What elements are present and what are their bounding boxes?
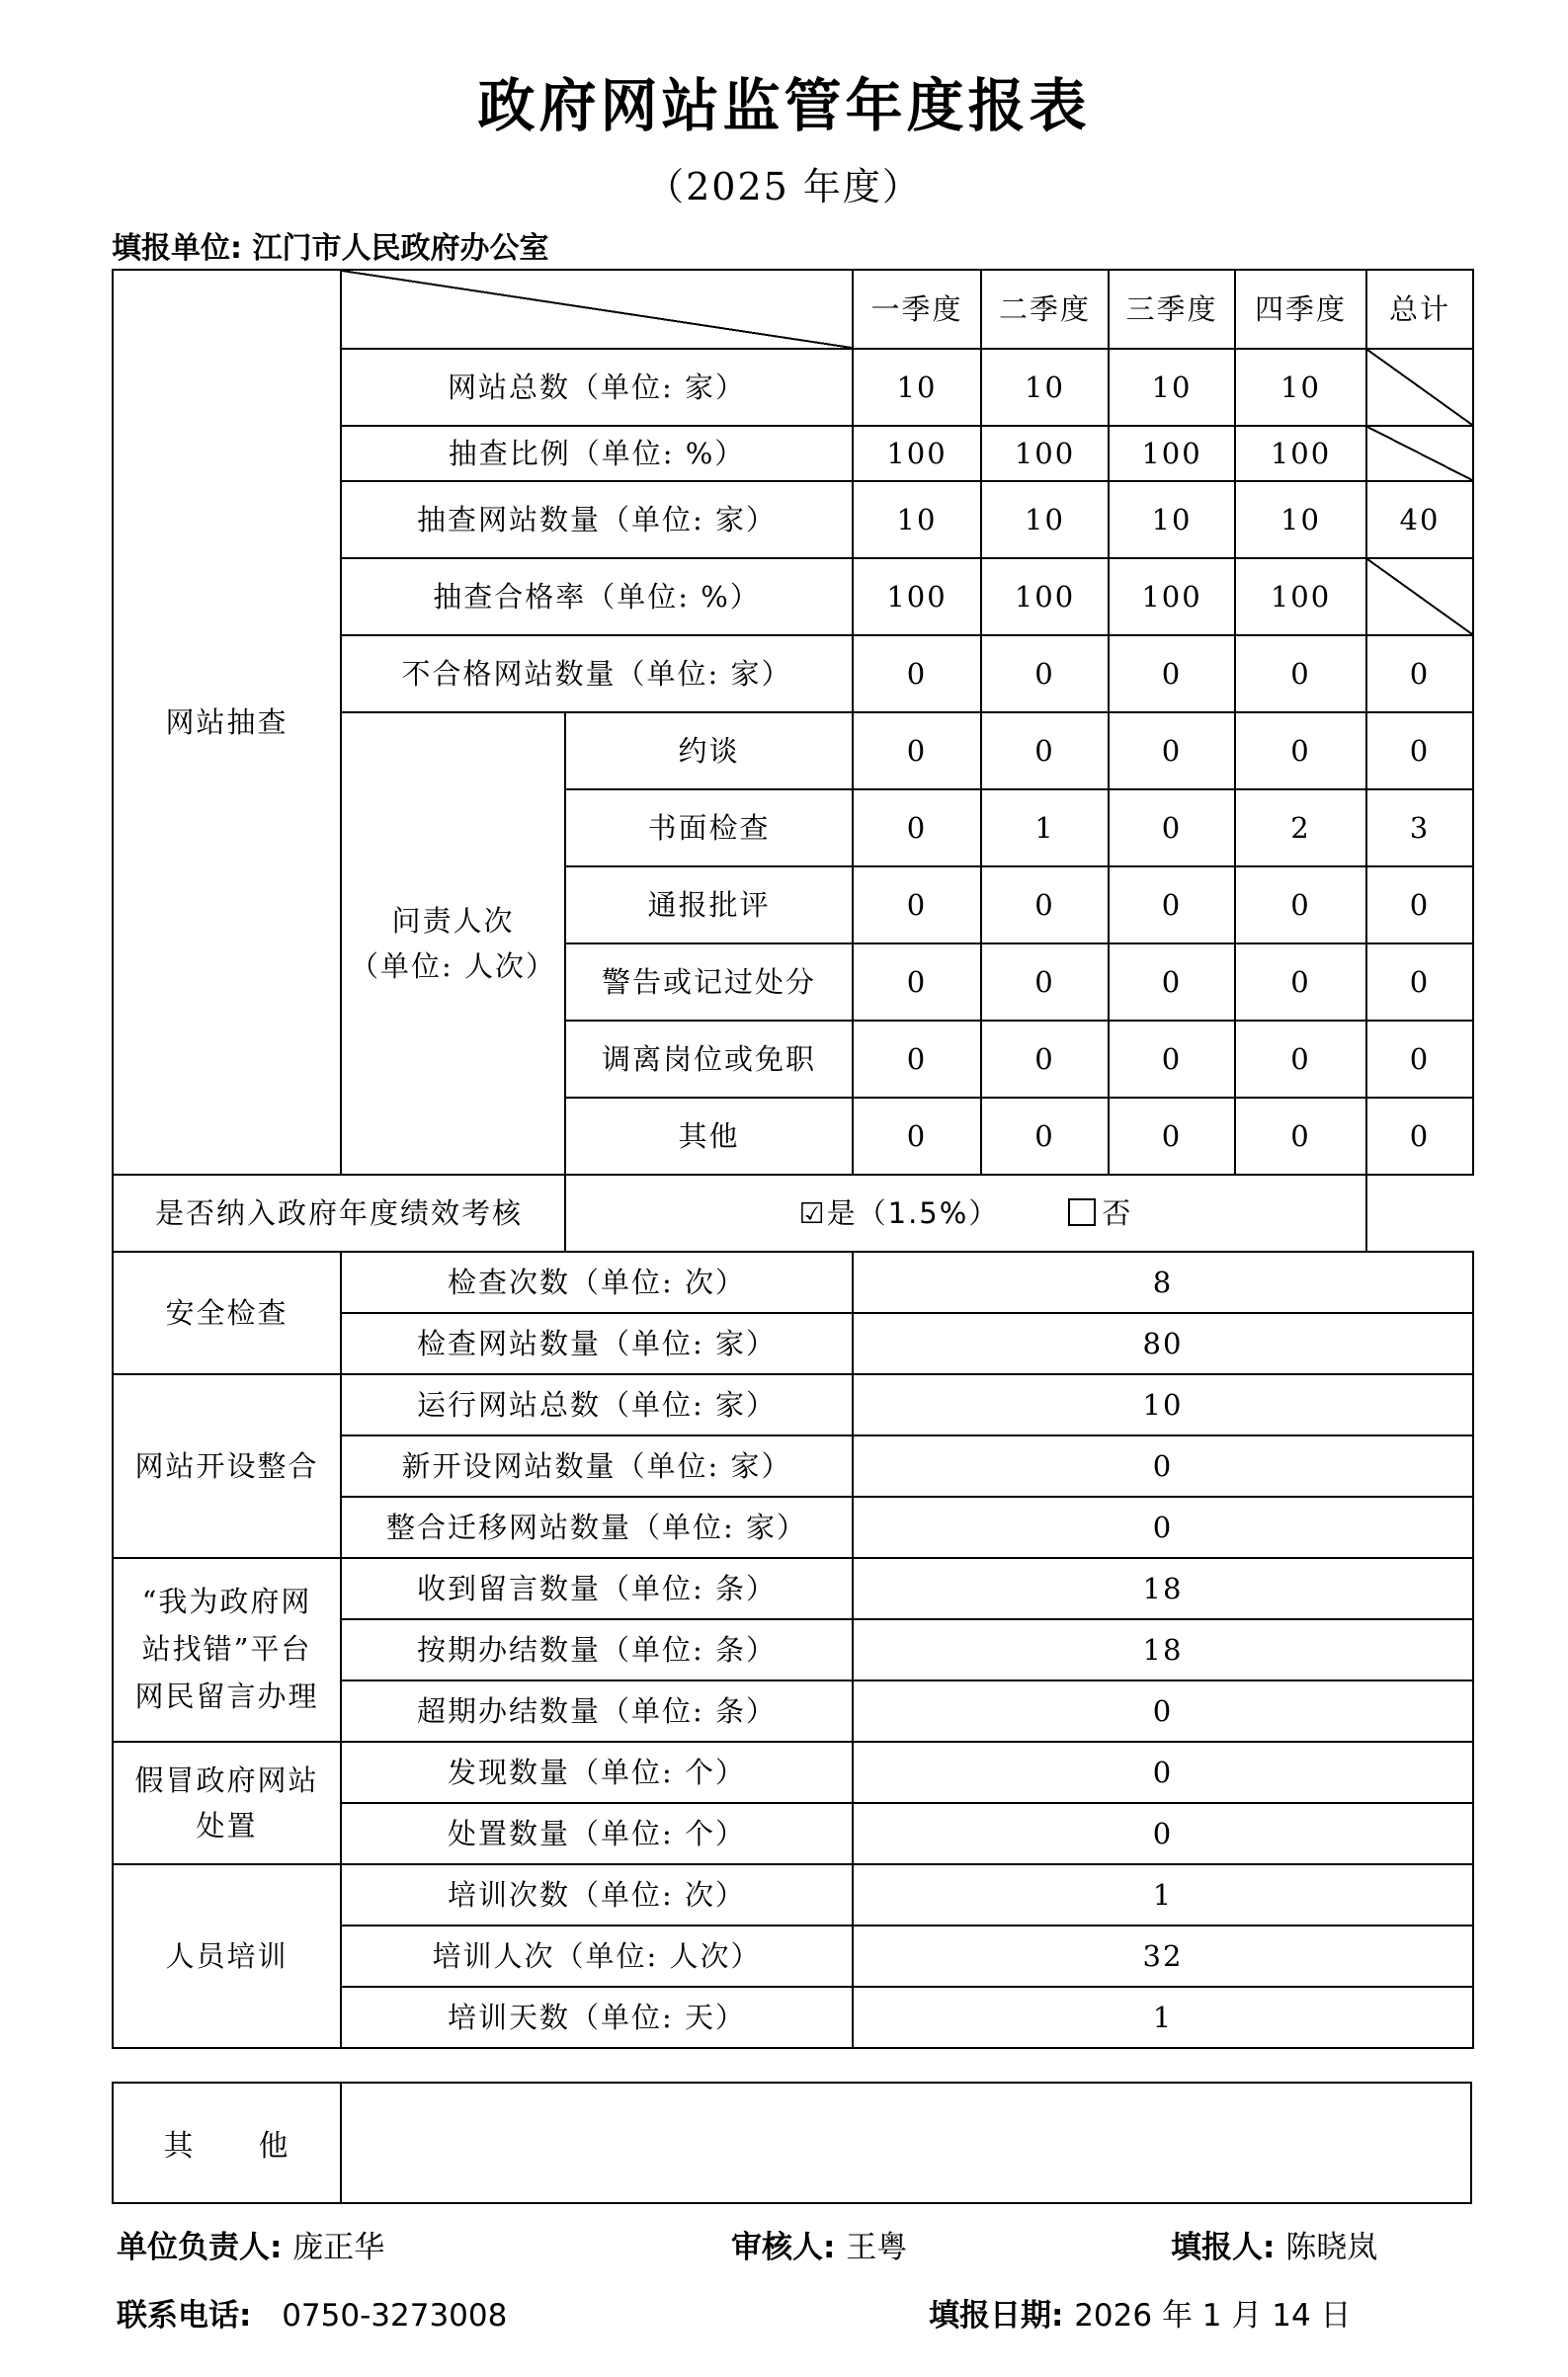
cell-value: 10: [853, 349, 981, 426]
cell-total: 0: [1366, 712, 1473, 789]
header-total: 总计: [1366, 270, 1473, 349]
filler-label: 填报人:: [1171, 2230, 1286, 2265]
cell-value: 1: [853, 1864, 1473, 1926]
cell-value: 0: [853, 1803, 1473, 1864]
cell-value: 10: [1235, 481, 1366, 558]
row-label: 不合格网站数量（单位: 家）: [341, 635, 853, 712]
filler-name: 陈晓岚: [1285, 2230, 1378, 2265]
row-label: 抽查合格率（单位: %）: [341, 558, 853, 635]
cell-value: 100: [853, 426, 981, 481]
cell-value: 100: [1235, 558, 1366, 635]
cell-value: 0: [853, 1497, 1473, 1558]
section-messages: “我为政府网 站找错”平台 网民留言办理: [113, 1558, 341, 1742]
cell-value: 0: [981, 1098, 1109, 1175]
cell-value: 10: [1235, 349, 1366, 426]
phone-label: 联系电话:: [117, 2298, 263, 2334]
cell-value: 0: [1109, 1021, 1235, 1098]
row-label: 发现数量（单位: 个）: [341, 1742, 853, 1803]
checked-box-icon: ☑: [798, 1195, 827, 1230]
cell-value: 0: [1235, 712, 1366, 789]
cell-value: 0: [981, 943, 1109, 1021]
other-label: 其 他: [113, 2083, 341, 2203]
section-security: 安全检查: [113, 1252, 341, 1374]
header-q1: 一季度: [853, 270, 981, 349]
date-value: 2026 年 1 月 14 日: [1074, 2298, 1352, 2334]
cell-value: 0: [853, 1098, 981, 1175]
filing-unit: 填报单位: 江门市人民政府办公室: [112, 231, 549, 266]
cell-value: 0: [853, 1680, 1473, 1742]
reviewer-label: 审核人:: [731, 2230, 847, 2265]
section-training: 人员培训: [113, 1864, 341, 2048]
cell-value: 0: [981, 1021, 1109, 1098]
cell-value: 0: [853, 1435, 1473, 1497]
row-label: 培训次数（单位: 次）: [341, 1864, 853, 1926]
row-label: 培训天数（单位: 天）: [341, 1987, 853, 2048]
header-q4: 四季度: [1235, 270, 1366, 349]
cell-value: 100: [853, 558, 981, 635]
cell-total: 0: [1366, 866, 1473, 943]
cell-value: 80: [853, 1313, 1473, 1374]
checkbox-no[interactable]: [1068, 1196, 1132, 1230]
cell-value: 10: [853, 1374, 1473, 1435]
unchecked-box-icon: [1068, 1198, 1096, 1226]
row-label: 检查次数（单位: 次）: [341, 1252, 853, 1313]
option-yes-label: 是（1.5%）: [826, 1195, 1000, 1230]
cell-value: 0: [981, 866, 1109, 943]
cell-value: 0: [1109, 635, 1235, 712]
row-label: 处置数量（单位: 个）: [341, 1803, 853, 1864]
cell-value: 0: [853, 1742, 1473, 1803]
section-opening: 网站开设整合: [113, 1374, 341, 1558]
date-label: 填报日期:: [929, 2298, 1075, 2334]
cell-value: 0: [1235, 1021, 1366, 1098]
other-table: [112, 2082, 1472, 2204]
cell-value: 100: [981, 426, 1109, 481]
cell-value: 0: [853, 866, 981, 943]
cell-value: 0: [1109, 943, 1235, 1021]
cell-value: 18: [853, 1558, 1473, 1619]
diagonal-empty-cell: [1366, 558, 1473, 635]
cell-total: 3: [1366, 789, 1473, 866]
row-label: 培训人次（单位: 人次）: [341, 1926, 853, 1987]
cell-value: 1: [853, 1987, 1473, 2048]
cell-value: 10: [1109, 481, 1235, 558]
cell-value: 0: [853, 635, 981, 712]
row-label: 抽查网站数量（单位: 家）: [341, 481, 853, 558]
diagonal-header-cell: [341, 270, 853, 349]
row-label: 约谈: [565, 712, 853, 789]
row-label: 超期办结数量（单位: 条）: [341, 1680, 853, 1742]
other-content: [341, 2083, 1471, 2203]
cell-value: 0: [1235, 866, 1366, 943]
row-label: 其他: [565, 1098, 853, 1175]
report-table: [112, 269, 1474, 2049]
cell-value: 10: [1109, 349, 1235, 426]
row-label: 书面检查: [565, 789, 853, 866]
cell-value: 100: [1109, 558, 1235, 635]
row-label: 收到留言数量（单位: 条）: [341, 1558, 853, 1619]
cell-value: 10: [853, 481, 981, 558]
cell-value: 100: [1235, 426, 1366, 481]
cell-value: 0: [1109, 1098, 1235, 1175]
filing-date: [929, 2290, 1352, 2335]
checkbox-yes[interactable]: [799, 1196, 1000, 1230]
row-label: 警告或记过处分: [565, 943, 853, 1021]
cell-total: 0: [1366, 943, 1473, 1021]
section-fake-sites: 假冒政府网站 处置: [113, 1742, 341, 1864]
section-accountability: 问责人次 （单位: 人次）: [341, 712, 565, 1175]
cell-value: 0: [853, 712, 981, 789]
cell-value: 8: [853, 1252, 1473, 1313]
phone-number: 0750-3273008: [282, 2298, 508, 2334]
row-label: 新开设网站数量（单位: 家）: [341, 1435, 853, 1497]
diagonal-empty-cell: [1366, 426, 1473, 481]
reviewer-name: 王粤: [846, 2230, 908, 2265]
reviewer: [731, 2222, 907, 2266]
cell-value: 100: [1109, 426, 1235, 481]
row-label: 检查网站数量（单位: 家）: [341, 1313, 853, 1374]
cell-value: 0: [981, 712, 1109, 789]
header-q3: 三季度: [1109, 270, 1235, 349]
cell-value: 0: [1235, 943, 1366, 1021]
cell-value: 0: [1235, 635, 1366, 712]
cell-total: 0: [1366, 1098, 1473, 1175]
cell-value: 0: [853, 789, 981, 866]
section-spot-check: 网站抽查: [113, 270, 341, 1175]
cell-value: 0: [981, 635, 1109, 712]
cell-value: 0: [853, 943, 981, 1021]
row-label: 抽查比例（单位: %）: [341, 426, 853, 481]
option-no-label: 否: [1102, 1195, 1133, 1230]
cell-value: 18: [853, 1619, 1473, 1680]
responsible-person: [117, 2222, 384, 2266]
cell-total: 0: [1366, 635, 1473, 712]
report-title: 政府网站监管年度报表: [477, 72, 1091, 139]
cell-value: 1: [981, 789, 1109, 866]
diagonal-empty-cell: [1366, 349, 1473, 426]
responsible-label: 单位负责人:: [117, 2230, 293, 2265]
row-label: 按期办结数量（单位: 条）: [341, 1619, 853, 1680]
performance-options: [565, 1175, 1366, 1252]
row-label: 是否纳入政府年度绩效考核: [113, 1175, 565, 1252]
cell-value: 100: [981, 558, 1109, 635]
filler: [1171, 2222, 1377, 2266]
cell-value: 0: [1109, 789, 1235, 866]
cell-value: 0: [1235, 1098, 1366, 1175]
cell-value: 0: [1109, 712, 1235, 789]
responsible-name: 庞正华: [292, 2230, 385, 2265]
cell-value: 32: [853, 1926, 1473, 1987]
cell-value: 10: [981, 481, 1109, 558]
cell-total: 40: [1366, 481, 1473, 558]
report-year: （2025 年度）: [646, 165, 922, 208]
row-label: 通报批评: [565, 866, 853, 943]
row-label: 运行网站总数（单位: 家）: [341, 1374, 853, 1435]
row-label: 网站总数（单位: 家）: [341, 349, 853, 426]
contact-phone: [117, 2290, 507, 2335]
cell-value: 10: [981, 349, 1109, 426]
row-label: 整合迁移网站数量（单位: 家）: [341, 1497, 853, 1558]
header-q2: 二季度: [981, 270, 1109, 349]
row-label: 调离岗位或免职: [565, 1021, 853, 1098]
cell-total: 0: [1366, 1021, 1473, 1098]
cell-value: 0: [853, 1021, 981, 1098]
cell-value: 2: [1235, 789, 1366, 866]
cell-value: 0: [1109, 866, 1235, 943]
